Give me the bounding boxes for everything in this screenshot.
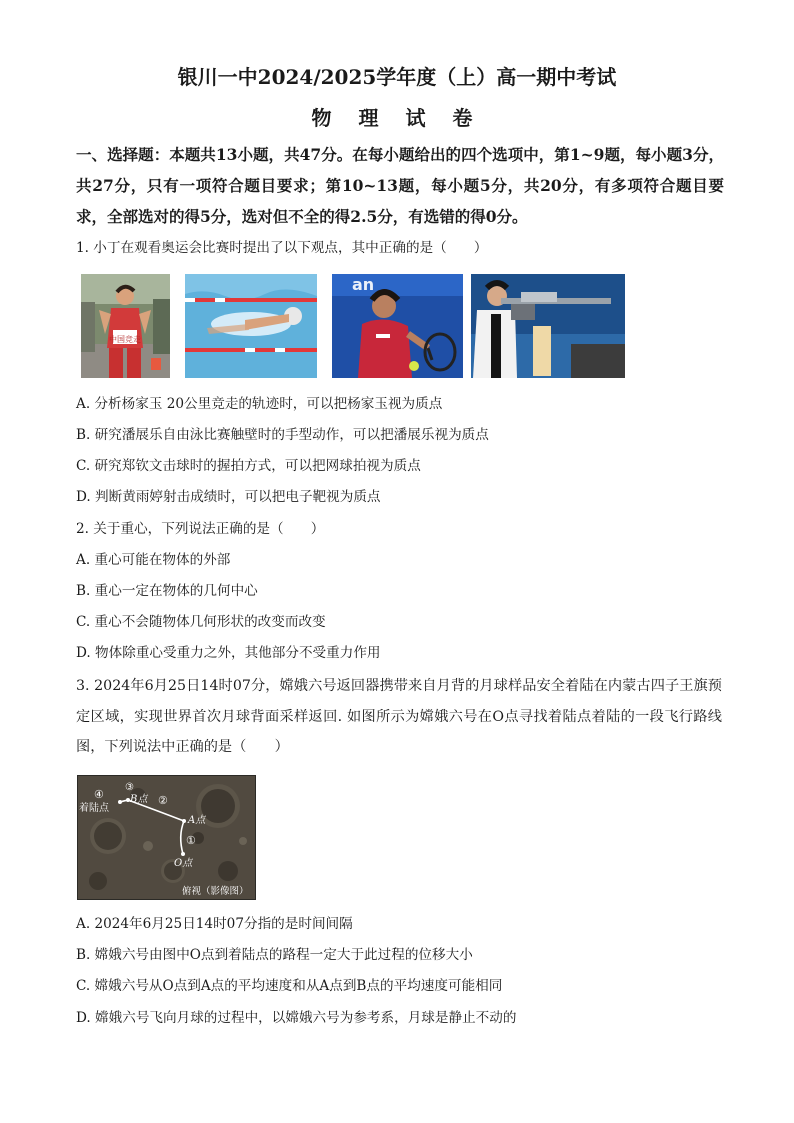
- section-instructions: 一、选择题：本题共13小题，共47分。在每小题给出的四个选项中，第1~9题，每小题3分，共27分，只有一项符合题目要求；第10~13题，每小题5分，共20分，有多项符合题目要求，全部选对的得5分，选对但不全的得2.5分，有选错的得0分。: [76, 145, 725, 226]
- question-3-option-a: A. 2024年6月25日14时07分指的是时间间隔: [76, 916, 353, 932]
- svg-text:an: an: [352, 275, 375, 294]
- label-point-o: O点: [174, 858, 193, 869]
- question-2-option-b: B. 重心一定在物体的几何中心: [76, 583, 258, 599]
- photo-bib-text: 中国竞走: [109, 335, 141, 344]
- exam-title: 银川一中2024/2025学年度（上）高一期中考试: [177, 65, 617, 89]
- label-landing-point: 着陆点: [79, 803, 109, 814]
- photo-tennis-player: [332, 274, 463, 378]
- label-point-a: A点: [188, 815, 206, 826]
- question-2-option-d: D. 物体除重心受重力之外，其他部分不受重力作用: [76, 645, 381, 661]
- question-2-option-a: A. 重心可能在物体的外部: [76, 552, 231, 568]
- label-step-3: ③: [125, 782, 134, 793]
- question-1-option-b: B. 研究潘展乐自由泳比赛触壁时的手型动作，可以把潘展乐视为质点: [76, 427, 489, 443]
- question-1-option-c: C. 研究郑钦文击球时的握拍方式，可以把网球拍视为质点: [76, 458, 421, 474]
- question-3-stem: 3. 2024年6月25日14时07分，嫦娥六号返回器携带来自月背的月球样品安全着陆在内蒙古四子王旗预定区域，实现世界首次月球背面采样返回. 如图所示为嫦娥六号在O点寻找着陆点着陆的一段飞行路线图，下列说法中正确的是（ ）: [76, 678, 722, 755]
- moon-route-figure: [77, 775, 256, 900]
- exam-subtitle: 物 理 试 卷: [311, 106, 483, 130]
- question-3-option-d: D. 嫦娥六号飞向月球的过程中，以嫦娥六号为参考系，月球是静止不动的: [76, 1010, 517, 1026]
- question-3-option-c: C. 嫦娥六号从O点到A点的平均速度和从A点到B点的平均速度可能相同: [76, 978, 503, 994]
- question-1-stem: 1. 小丁在观看奥运会比赛时提出了以下观点，其中正确的是（ ）: [76, 240, 488, 256]
- label-step-4: ④: [94, 788, 104, 801]
- question-2-option-c: C. 重心不会随物体几何形状的改变而改变: [76, 614, 326, 630]
- question-3-option-b: B. 嫦娥六号由图中O点到着陆点的路程一定大于此过程的位移大小: [76, 947, 473, 963]
- label-point-b: B点: [130, 794, 148, 805]
- photo-swimmer: [185, 274, 317, 378]
- question-1-option-a: A. 分析杨家玉 20公里竞走的轨迹时，可以把杨家玉视为质点: [76, 396, 443, 412]
- question-2-stem: 2. 关于重心，下列说法正确的是（ ）: [76, 521, 325, 537]
- label-step-2: ②: [158, 794, 168, 807]
- label-step-1: ①: [186, 834, 196, 847]
- photo-race-walker: [81, 274, 170, 378]
- question-1-option-d: D. 判断黄雨婷射击成绩时，可以把电子靶视为质点: [76, 489, 381, 505]
- photo-shooter: [471, 274, 625, 378]
- figure-caption: 俯视（影像图）: [182, 886, 249, 897]
